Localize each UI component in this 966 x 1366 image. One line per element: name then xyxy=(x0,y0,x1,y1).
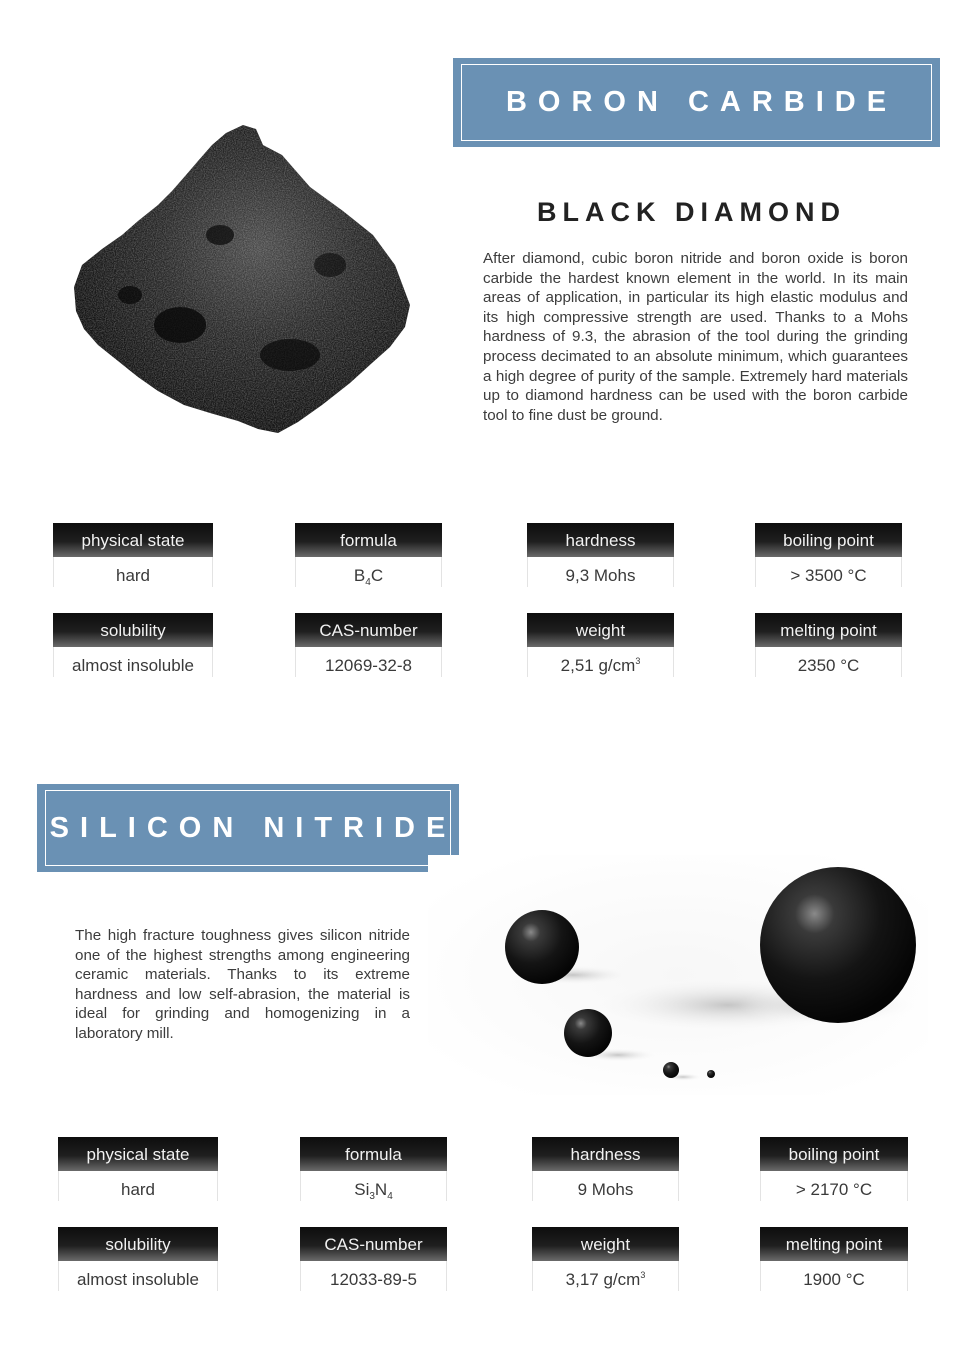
prop-label: formula xyxy=(295,523,442,557)
weight-superscript: 3 xyxy=(640,1270,646,1280)
silicon-hardness xyxy=(532,1137,679,1201)
silicon-nitride-description: The high fracture toughness gives silicon nitride one of the highest strengths among engineering ceramic materials. Thanks to its extreme hardness and low self-abrasion, the material is ideal for grinding and homogenizing in a laboratory mill. xyxy=(75,927,410,1042)
silicon-formula xyxy=(300,1137,447,1201)
prop-value: hard xyxy=(58,1171,218,1201)
boron-solubility xyxy=(53,613,213,677)
prop-value: 9 Mohs xyxy=(532,1171,679,1201)
silicon-melting-point xyxy=(760,1227,908,1291)
boron-hardness xyxy=(527,523,674,587)
prop-value: 9,3 Mohs xyxy=(527,557,674,587)
boron-carbide-subtitle: BLACK DIAMOND xyxy=(537,197,846,227)
prop-label: melting point xyxy=(760,1227,908,1261)
prop-label: formula xyxy=(300,1137,447,1171)
boron-carbide-rock-image xyxy=(60,115,425,445)
prop-label: weight xyxy=(532,1227,679,1261)
prop-value: 2350 °C xyxy=(755,647,902,677)
prop-label: hardness xyxy=(532,1137,679,1171)
silicon-nitride-title: SILICON NITRIDE xyxy=(45,790,451,866)
boron-melting-point xyxy=(755,613,902,677)
prop-value: 12069-32-8 xyxy=(295,647,442,677)
weight-value: 3,17 g/cm xyxy=(565,1270,641,1289)
formula-base: Si xyxy=(354,1180,370,1199)
prop-label: melting point xyxy=(755,613,902,647)
boron-weight xyxy=(527,613,674,677)
silicon-physical-state xyxy=(58,1137,218,1201)
prop-value: hard xyxy=(53,557,213,587)
formula-subscript: 4 xyxy=(387,1191,393,1202)
silicon-weight xyxy=(532,1227,679,1291)
prop-label: CAS-number xyxy=(300,1227,447,1261)
boron-carbide-banner xyxy=(453,58,940,147)
prop-label: boiling point xyxy=(755,523,902,557)
prop-value: almost insoluble xyxy=(53,647,213,677)
prop-label: physical state xyxy=(58,1137,218,1171)
boron-carbide-description: After diamond, cubic boron nitride and boron oxide is boron carbide the hardest known element in the world. In its main areas of application, in particular its high elastic modulus and its high compressive strength are used. Thanks to a Mohs hardness of 9.3, the abrasion of the tool during the grinding process decimated to an absolute minimum, which guarantees a high degree of purity of the sample. Extremely hard materials up to diamond hardness can be used with the boron carbide tool to fine dust be ground. xyxy=(483,250,908,424)
prop-value: 12033-89-5 xyxy=(300,1261,447,1291)
boron-boiling-point xyxy=(755,523,902,587)
prop-value: 1900 °C xyxy=(760,1261,908,1291)
prop-label: CAS-number xyxy=(295,613,442,647)
formula-base: C xyxy=(370,566,384,585)
prop-value: > 3500 °C xyxy=(755,557,902,587)
prop-value: > 2170 °C xyxy=(760,1171,908,1201)
prop-label: solubility xyxy=(58,1227,218,1261)
boron-formula xyxy=(295,523,442,587)
boron-carbide-title: BORON CARBIDE xyxy=(461,64,932,141)
weight-value: 2,51 g/cm xyxy=(560,656,636,675)
prop-value xyxy=(300,1171,447,1201)
silicon-nitride-banner xyxy=(37,784,459,872)
silicon-solubility xyxy=(58,1227,218,1291)
silicon-cas-number xyxy=(300,1227,447,1291)
boron-cas-number xyxy=(295,613,442,677)
formula-subscript: 4 xyxy=(365,577,371,588)
prop-value: almost insoluble xyxy=(58,1261,218,1291)
prop-value xyxy=(295,557,442,587)
prop-label: hardness xyxy=(527,523,674,557)
prop-label: weight xyxy=(527,613,674,647)
prop-value xyxy=(527,647,674,677)
silicon-boiling-point xyxy=(760,1137,908,1201)
silicon-nitride-balls-image xyxy=(428,855,928,1095)
formula-subscript: 3 xyxy=(369,1191,375,1202)
prop-label: physical state xyxy=(53,523,213,557)
prop-label: boiling point xyxy=(760,1137,908,1171)
prop-label: solubility xyxy=(53,613,213,647)
prop-value xyxy=(532,1261,679,1291)
formula-base: N xyxy=(374,1180,388,1199)
weight-superscript: 3 xyxy=(635,656,641,666)
formula-base: B xyxy=(353,566,366,585)
boron-physical-state xyxy=(53,523,213,587)
